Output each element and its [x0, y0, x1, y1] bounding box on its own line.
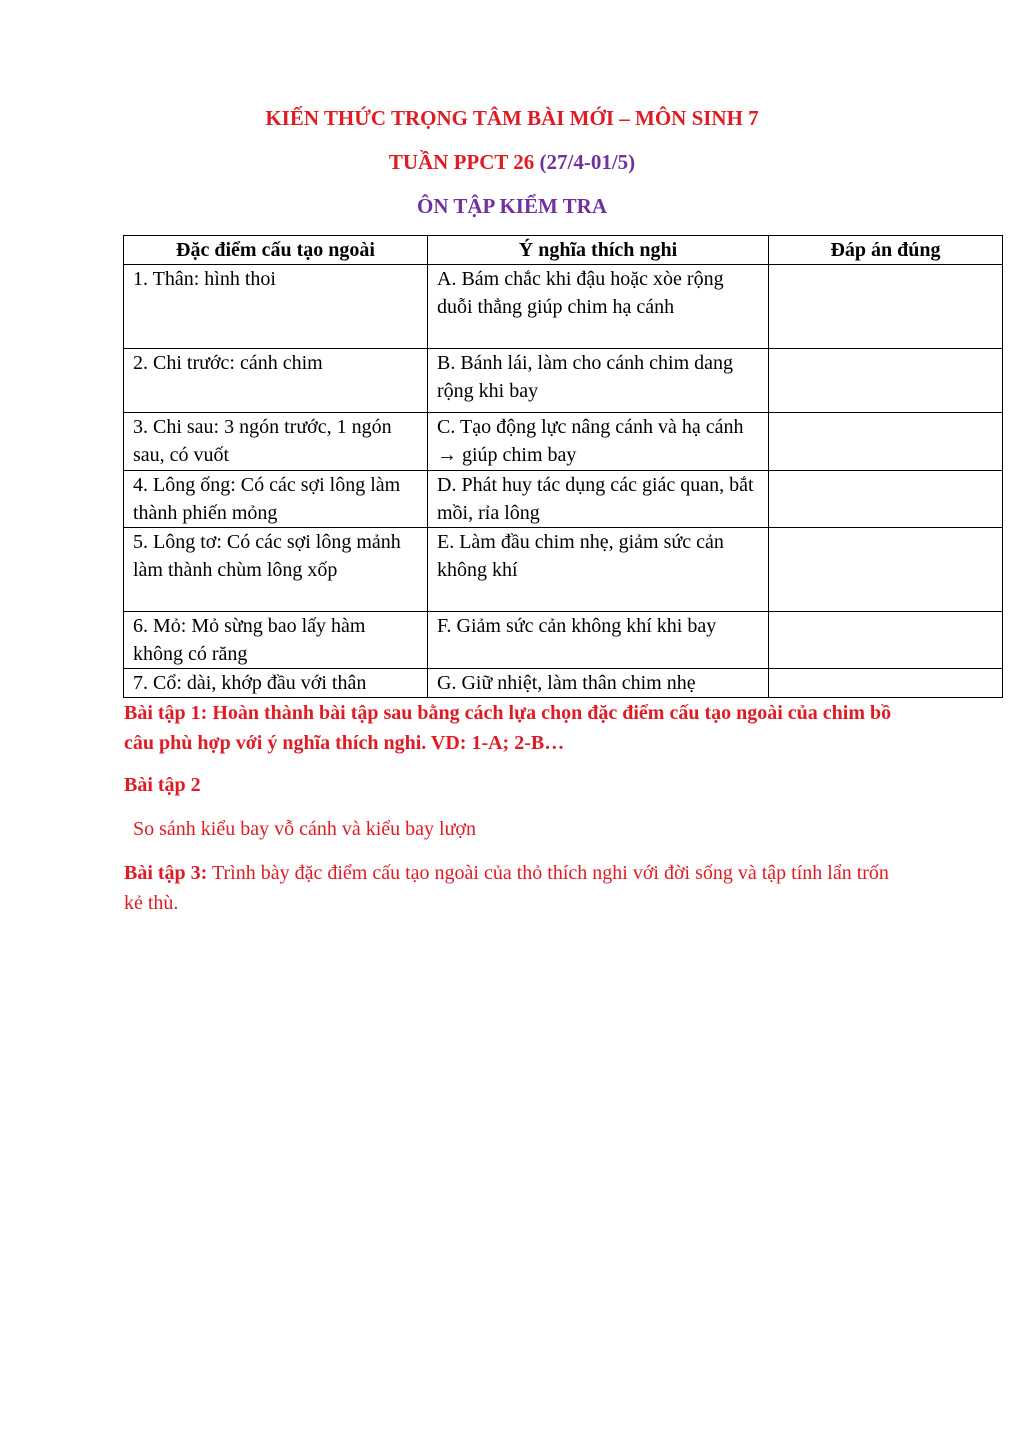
- answer-cell[interactable]: [769, 528, 1003, 612]
- feature-cell: 1. Thân: hình thoi: [124, 265, 428, 349]
- week-label: TUẦN PPCT 26: [388, 150, 535, 174]
- meaning-cell: G. Giữ nhiệt, làm thân chim nhẹ: [428, 669, 769, 698]
- table-row: [124, 471, 1003, 528]
- exercise-3-text: Trình bày đặc điểm cấu tạo ngoài của thỏ thích nghi với đời sống và tập tính lẩn trốn kẻ thù.: [124, 862, 889, 914]
- column-header-feature: Đặc điểm cấu tạo ngoài: [124, 236, 428, 265]
- exercise-2-text: So sánh kiểu bay vỗ cánh và kiểu bay lượn: [133, 818, 477, 840]
- feature-cell: 6. Mỏ: Mỏ sừng bao lấy hàm không có răng: [124, 612, 428, 669]
- exercise-3-label: Bài tập 3:: [124, 862, 208, 884]
- feature-cell: 3. Chi sau: 3 ngón trước, 1 ngón sau, có vuốt: [124, 413, 428, 471]
- exercise-2-label: Bài tập 2: [124, 774, 201, 796]
- feature-cell: 5. Lông tơ: Có các sợi lông mảnh làm thành chùm lông xốp: [124, 528, 428, 612]
- table-row: [124, 528, 1003, 612]
- table-row: [124, 413, 1003, 471]
- meaning-cell: A. Bám chắc khi đậu hoặc xòe rộng duỗi thẳng giúp chim hạ cánh: [428, 265, 769, 349]
- column-header-answer: Đáp án đúng: [769, 236, 1003, 265]
- meaning-cell: F. Giảm sức cản không khí khi bay: [428, 612, 769, 669]
- answer-cell[interactable]: [769, 471, 1003, 528]
- answer-cell[interactable]: [769, 669, 1003, 698]
- table-row: [124, 349, 1003, 413]
- answer-cell[interactable]: [769, 612, 1003, 669]
- feature-cell: 7. Cổ: dài, khớp đầu với thân: [124, 669, 428, 698]
- feature-cell: 2. Chi trước: cánh chim: [124, 349, 428, 413]
- meaning-cell: B. Bánh lái, làm cho cánh chim dang rộng khi bay: [428, 349, 769, 413]
- meaning-cell: C. Tạo động lực nâng cánh và hạ cánh → giúp chim bay: [428, 413, 769, 471]
- table-row: [124, 612, 1003, 669]
- feature-cell: 4. Lông ống: Có các sợi lông làm thành phiến mỏng: [124, 471, 428, 528]
- week-line: [0, 150, 1024, 175]
- table-row: [124, 669, 1003, 698]
- meaning-cell: E. Làm đầu chim nhẹ, giảm sức cản không khí: [428, 528, 769, 612]
- week-dates: (27/4-01/5): [539, 150, 636, 174]
- answer-cell[interactable]: [769, 413, 1003, 471]
- column-header-meaning: Ý nghĩa thích nghi: [428, 236, 769, 265]
- answer-cell[interactable]: [769, 349, 1003, 413]
- exercise-3: [124, 858, 904, 918]
- answer-cell[interactable]: [769, 265, 1003, 349]
- table-header-row: [124, 236, 1003, 265]
- section-title: ÔN TẬP KIỂM TRA: [416, 194, 607, 218]
- meaning-cell: D. Phát huy tác dụng các giác quan, bắt mồi, rỉa lông: [428, 471, 769, 528]
- table-row: [124, 265, 1003, 349]
- features-table: [123, 235, 1003, 698]
- exercise-1: Bài tập 1: Hoàn thành bài tập sau bằng cách lựa chọn đặc điểm cấu tạo ngoài của chim bồ câu phù hợp với ý nghĩa thích nghi. VD: 1-A; 2-B…: [124, 702, 892, 754]
- document-title: KIẾN THỨC TRỌNG TÂM BÀI MỚI – MÔN SINH 7: [265, 106, 759, 130]
